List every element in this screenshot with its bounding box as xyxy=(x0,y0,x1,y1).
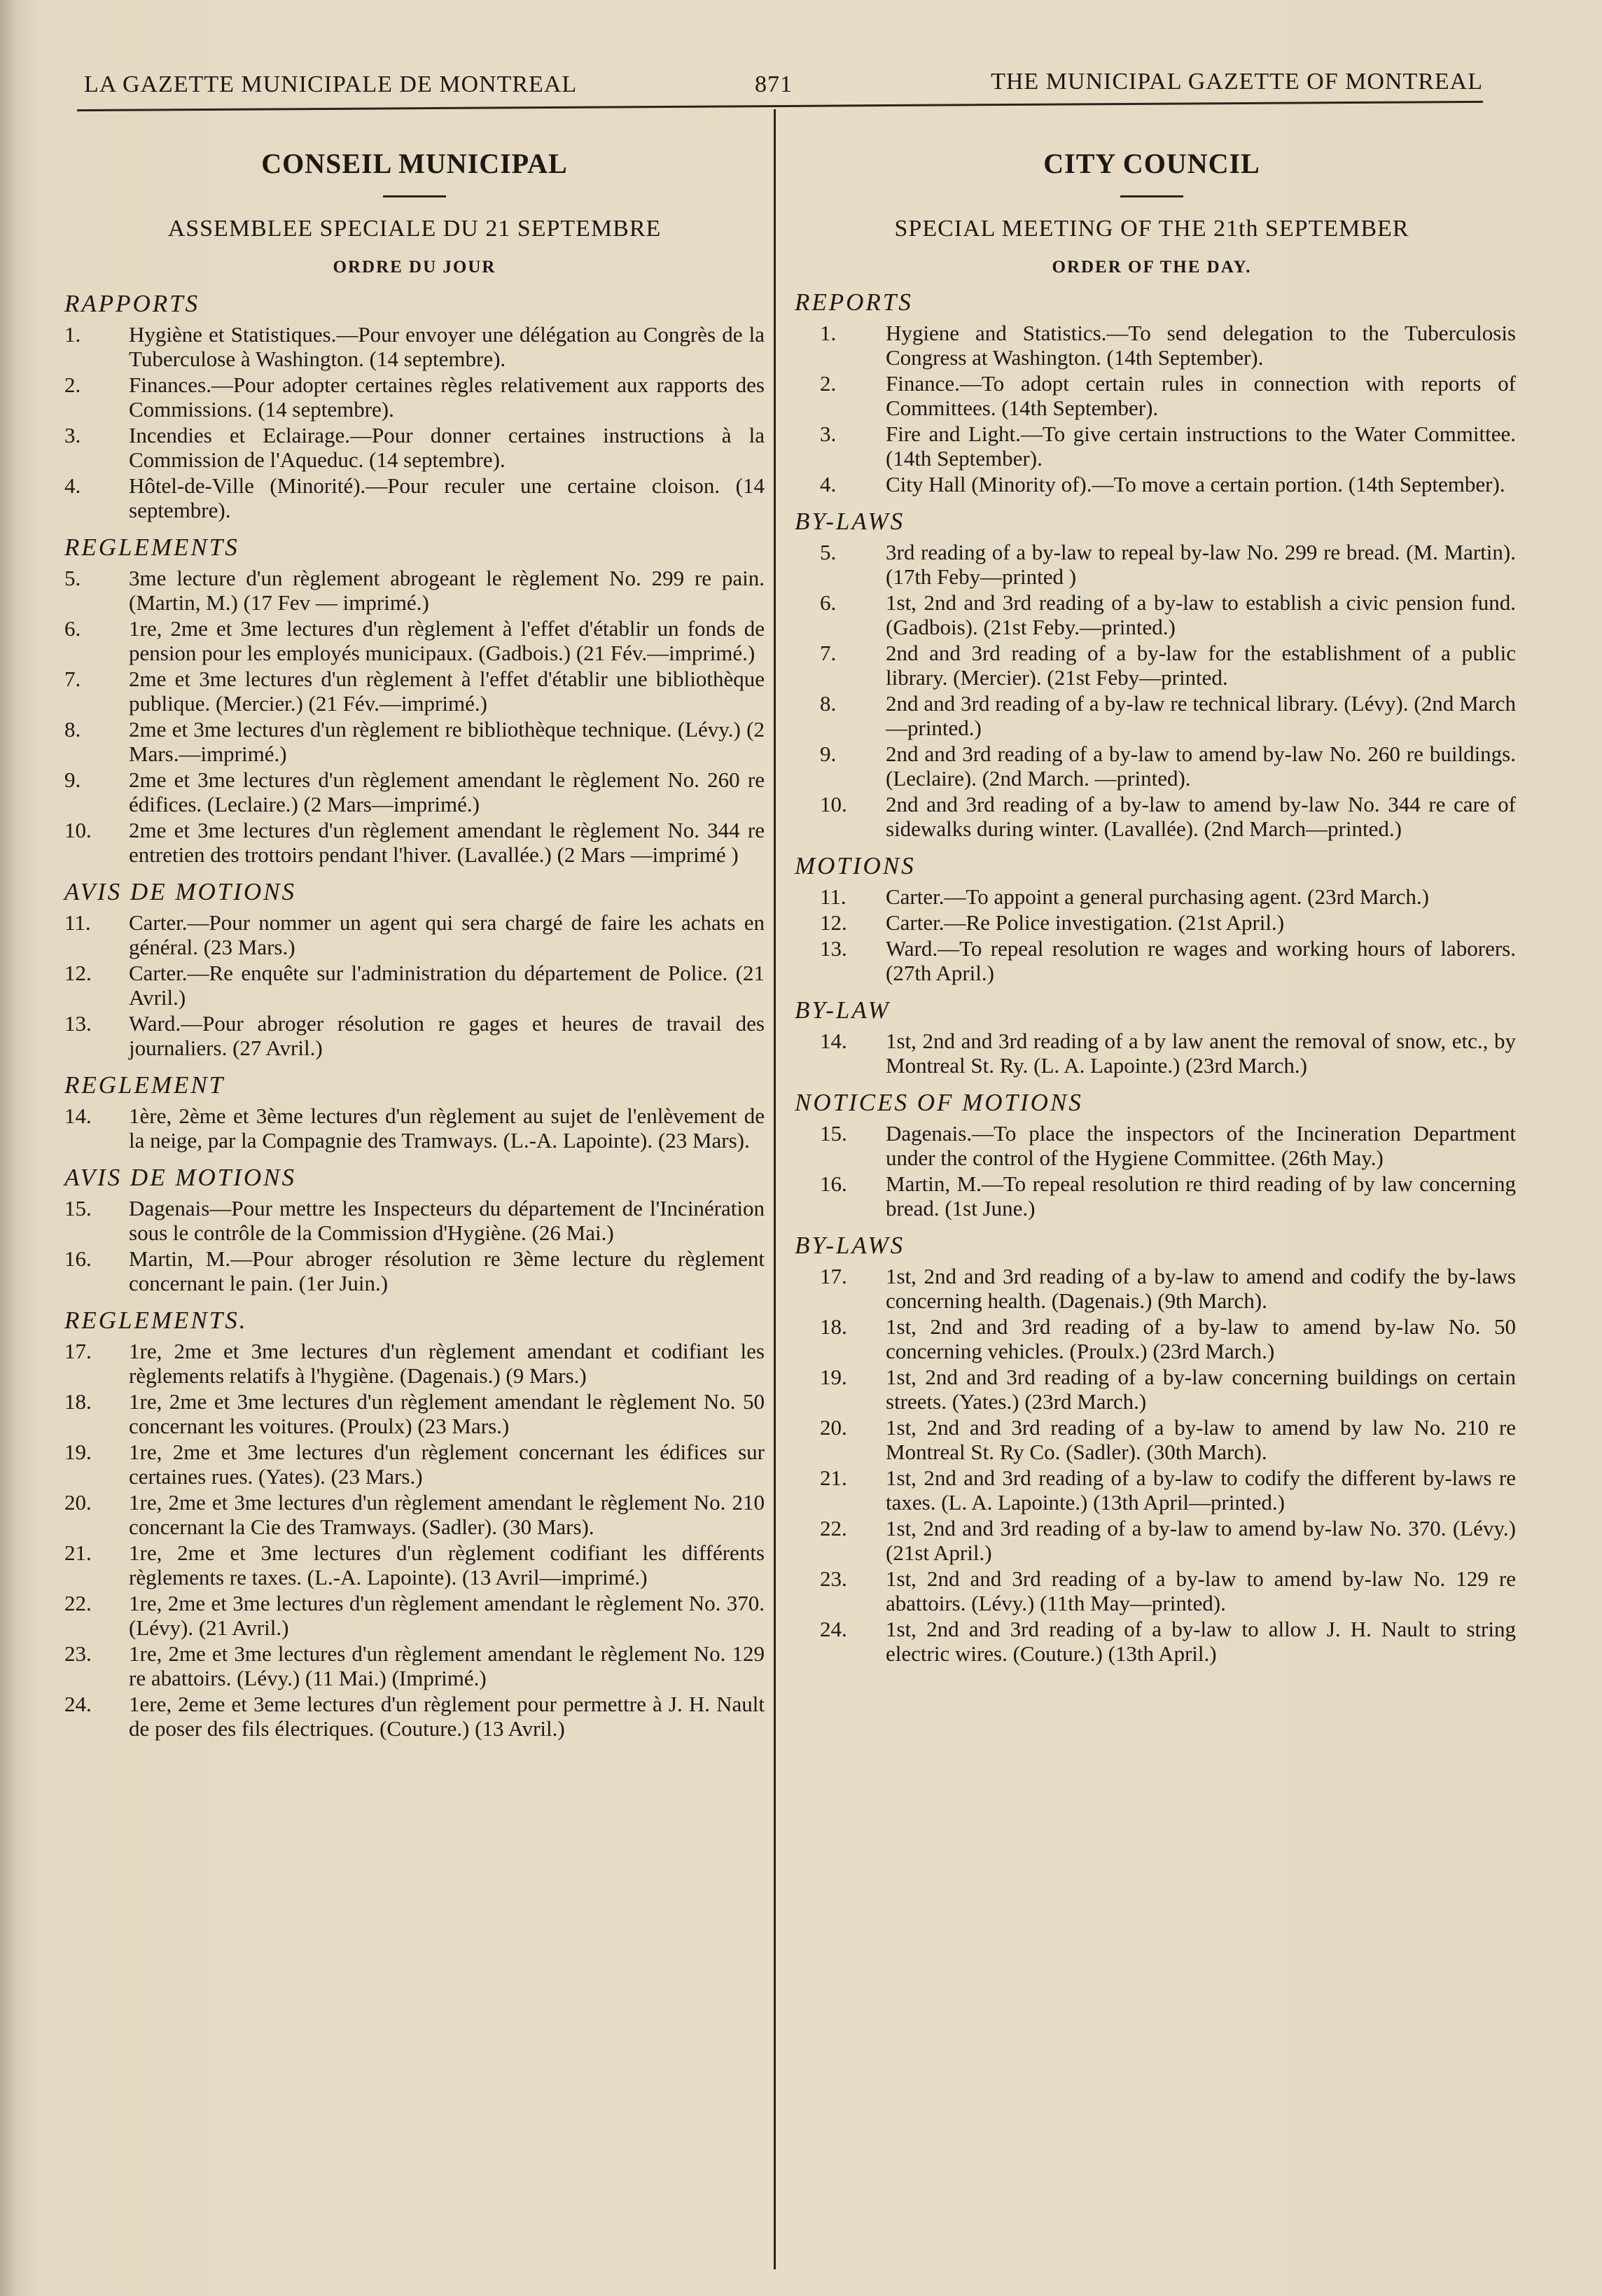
item-number: 10. xyxy=(820,792,847,816)
item-number: 19. xyxy=(820,1365,847,1389)
agenda-item xyxy=(64,373,765,422)
item-number: 15. xyxy=(820,1121,847,1146)
item-number: 7. xyxy=(820,641,837,665)
agenda-item xyxy=(788,1617,1516,1666)
english-title: CITY COUNCIL xyxy=(1043,148,1260,179)
item-text: 2me et 3me lectures d'un règlement amendant le règlement No. 344 re entretien des trottoirs pendant l'hiver. (Lavallée.) (2 Mars —imprimé ) xyxy=(129,818,765,867)
agenda-item xyxy=(64,767,765,816)
item-text: Fire and Light.—To give certain instructions to the Water Committee. (14th September). xyxy=(886,422,1516,471)
agenda-item xyxy=(788,641,1516,690)
agenda-item xyxy=(788,1171,1516,1220)
section-heading: BY-LAW xyxy=(795,996,891,1024)
item-text: 1re, 2me et 3me lectures d'un règlement concernant les édifices sur certaines rues. (Yates). (23 Mars.) xyxy=(129,1440,765,1489)
item-text: 1ère, 2ème et 3ème lectures d'un règlement au sujet de l'enlèvement de la neige, par la Compagnie des Tramways. (L.-A. Lapointe). (23 Mars). xyxy=(129,1104,765,1153)
item-number: 17. xyxy=(820,1264,847,1288)
item-text: 3rd reading of a by-law to repeal by-law No. 299 re bread. (M. Martin). (17th Feby—printed ) xyxy=(886,540,1516,589)
agenda-item xyxy=(64,1011,765,1060)
section-heading: REGLEMENT xyxy=(64,1071,225,1099)
item-text: Hygiène et Statistiques.—Pour envoyer une délégation au Congrès de la Tuberculose à Washington. (14 septembre). xyxy=(129,322,765,371)
item-number: 17. xyxy=(64,1339,92,1363)
agenda-item xyxy=(788,936,1516,985)
section-heading: REGLEMENTS. xyxy=(64,1307,248,1334)
item-text: 3me lecture d'un règlement abrogeant le règlement No. 299 re pain. (Martin, M.) (17 Fev — imprimé.) xyxy=(129,566,765,615)
english-subtitle: SPECIAL MEETING OF THE 21th SEPTEMBER xyxy=(894,216,1409,242)
item-text: 1st, 2nd and 3rd reading of a by-law concerning buildings on certain streets. (Yates.) (23rd March.) xyxy=(886,1365,1516,1414)
french-order-label: ORDRE DU JOUR xyxy=(333,258,496,277)
section-heading: REPORTS xyxy=(795,288,913,316)
item-text: 1st, 2nd and 3rd reading of a by-law to amend and codify the by-laws concerning health. (Dagenais.) (9th March). xyxy=(886,1264,1516,1313)
french-subtitle: ASSEMBLEE SPECIALE DU 21 SEPTEMBRE xyxy=(167,216,662,242)
item-number: 7. xyxy=(64,667,81,691)
section-heading: BY-LAWS xyxy=(795,508,905,535)
item-text: 1ere, 2eme et 3eme lectures d'un règlement pour permettre à J. H. Nault de poser des fils électriques. (Couture.) (13 Avril.) xyxy=(129,1692,765,1741)
header-left-title: LA GAZETTE MUNICIPALE DE MONTREAL xyxy=(84,71,578,97)
section-heading: AVIS DE MOTIONS xyxy=(64,878,296,905)
agenda-item xyxy=(64,667,765,716)
item-text: 1re, 2me et 3me lectures d'un règlement amendant le règlement No. 50 concernant les voitures. (Proulx) (23 Mars.) xyxy=(129,1389,765,1438)
item-number: 14. xyxy=(64,1104,92,1128)
item-number: 19. xyxy=(64,1440,92,1464)
item-text: 2me et 3me lectures d'un règlement re bibliothèque technique. (Lévy.) (2 Mars.—imprimé.) xyxy=(129,717,765,766)
item-number: 10. xyxy=(64,818,92,842)
section-heading: BY-LAWS xyxy=(795,1232,905,1259)
item-number: 4. xyxy=(820,472,837,496)
item-number: 3. xyxy=(64,423,81,447)
item-text: Finances.—Pour adopter certaines règles relativement aux rapports des Commissions. (14 septembre). xyxy=(129,373,765,422)
item-number: 18. xyxy=(820,1314,847,1339)
item-number: 12. xyxy=(64,961,92,985)
item-text: Ward.—To repeal resolution re wages and working hours of laborers. (27th April.) xyxy=(886,936,1516,985)
item-text: 2nd and 3rd reading of a by-law re technical library. (Lévy). (2nd March—printed.) xyxy=(886,691,1516,740)
item-number: 20. xyxy=(64,1490,92,1515)
agenda-item xyxy=(788,1566,1516,1615)
item-text: Dagenais.—To place the inspectors of the Incineration Department under the control of the Hygiene Committee. (26th May.) xyxy=(886,1121,1516,1170)
item-text: 2nd and 3rd reading of a by-law for the establishment of a public library. (Mercier). (21st Feby—printed. xyxy=(886,641,1516,690)
agenda-item xyxy=(64,423,765,472)
section-heading: NOTICES OF MOTIONS xyxy=(795,1089,1083,1116)
item-number: 8. xyxy=(820,691,837,716)
item-number: 18. xyxy=(64,1389,92,1414)
english-agenda xyxy=(788,288,1516,1666)
agenda-item xyxy=(64,1440,765,1489)
french-agenda xyxy=(64,290,765,1741)
agenda-item xyxy=(788,321,1516,370)
item-number: 16. xyxy=(64,1246,92,1271)
french-title: CONSEIL MUNICIPAL xyxy=(261,148,568,179)
item-text: 2me et 3me lectures d'un règlement amendant le règlement No. 260 re édifices. (Leclaire.) (2 Mars—imprimé.) xyxy=(129,767,765,816)
agenda-item xyxy=(788,1314,1516,1363)
item-text: 1st, 2nd and 3rd reading of a by-law to codify the different by-laws re taxes. (L. A. Lapointe.) (13th April—printed.) xyxy=(886,1466,1516,1515)
agenda-item xyxy=(788,590,1516,639)
column-divider xyxy=(774,109,776,2269)
item-number: 14. xyxy=(820,1029,847,1053)
item-text: 1re, 2me et 3me lectures d'un règlement amendant le règlement No. 210 concernant la Cie des Tramways. (Sadler). (30 Mars). xyxy=(129,1490,765,1539)
item-text: Hygiene and Statistics.—To send delegation to the Tuberculosis Congress at Washington. (14th September). xyxy=(886,321,1516,370)
item-text: 1st, 2nd and 3rd reading of a by-law to amend by-law No. 50 concerning vehicles. (Proulx.) (23rd March.) xyxy=(886,1314,1516,1363)
agenda-item xyxy=(788,1466,1516,1515)
agenda-item xyxy=(788,472,1516,496)
english-column xyxy=(788,140,1516,1667)
item-text: 1re, 2me et 3me lectures d'un règlement à l'effet d'établir un fonds de pension pour les employés municipaux. (Gadbois.) (21 Fév.—imprimé.) xyxy=(129,616,765,665)
agenda-item xyxy=(64,1641,765,1690)
item-text: 2me et 3me lectures d'un règlement à l'effet d'établir une bibliothèque publique. (Mercier.) (21 Fév.—imprimé.) xyxy=(129,667,765,716)
item-number: 23. xyxy=(64,1641,92,1666)
section-heading: AVIS DE MOTIONS xyxy=(64,1164,296,1191)
english-order-label: ORDER OF THE DAY. xyxy=(1052,258,1252,277)
agenda-item xyxy=(64,818,765,867)
agenda-item xyxy=(788,792,1516,841)
item-text: 1re, 2me et 3me lectures d'un règlement amendant le règlement No. 129 re abattoirs. (Lévy.) (11 Mai.) (Imprimé.) xyxy=(129,1641,765,1690)
agenda-item xyxy=(64,961,765,1010)
item-text: Carter.—Pour nommer un agent qui sera chargé de faire les achats en général. (23 Mars.) xyxy=(129,910,765,959)
agenda-item xyxy=(64,1339,765,1388)
item-number: 1. xyxy=(820,321,837,345)
agenda-item xyxy=(788,742,1516,791)
agenda-item xyxy=(64,910,765,959)
item-text: City Hall (Minority of).—To move a certain portion. (14th September). xyxy=(886,472,1505,496)
agenda-item xyxy=(788,910,1516,935)
item-text: Hôtel-de-Ville (Minorité).—Pour reculer une certaine cloison. (14 septembre). xyxy=(129,473,765,522)
agenda-item xyxy=(788,371,1516,420)
agenda-item xyxy=(788,422,1516,471)
item-text: 1re, 2me et 3me lectures d'un règlement amendant et codifiant les règlements relatifs à l'hygiène. (Dagenais.) (9 Mars.) xyxy=(129,1339,765,1388)
item-text: Finance.—To adopt certain rules in connection with reports of Committees. (14th September). xyxy=(886,371,1516,420)
item-number: 21. xyxy=(820,1466,847,1490)
item-text: 1st, 2nd and 3rd reading of a by-law to amend by-law No. 370. (Lévy.) (21st April.) xyxy=(886,1516,1516,1565)
item-number: 20. xyxy=(820,1415,847,1440)
agenda-item xyxy=(64,1490,765,1539)
item-text: Martin, M.—To repeal resolution re third reading of by law concerning bread. (1st June.) xyxy=(886,1171,1516,1220)
item-number: 6. xyxy=(820,590,837,615)
header-right-title: THE MUNICIPAL GAZETTE OF MONTREAL xyxy=(991,69,1483,95)
agenda-item xyxy=(788,1029,1516,1078)
agenda-item xyxy=(64,1591,765,1640)
item-number: 23. xyxy=(820,1566,847,1591)
agenda-item xyxy=(64,1246,765,1295)
item-text: Ward.—Pour abroger résolution re gages et heures de travail des journaliers. (27 Avril.) xyxy=(129,1011,765,1060)
item-text: Dagenais—Pour mettre les Inspecteurs du département de l'Incinération sous le contrôle de la Commission d'Hygiène. (26 Mai.) xyxy=(129,1196,765,1245)
agenda-item xyxy=(64,1692,765,1741)
item-number: 12. xyxy=(820,910,847,935)
item-number: 2. xyxy=(64,373,81,397)
item-text: 1st, 2nd and 3rd reading of a by-law to allow J. H. Nault to string electric wires. (Couture.) (13th April.) xyxy=(886,1617,1516,1666)
agenda-item xyxy=(64,322,765,371)
french-column xyxy=(64,140,765,1742)
section-heading: REGLEMENTS xyxy=(64,534,239,561)
item-number: 2. xyxy=(820,371,837,396)
item-number: 4. xyxy=(64,473,81,498)
item-number: 16. xyxy=(820,1171,847,1196)
agenda-item xyxy=(64,1104,765,1153)
item-text: 1re, 2me et 3me lectures d'un règlement amendant le règlement No. 370. (Lévy). (21 Avril.) xyxy=(129,1591,765,1640)
item-text: 1st, 2nd and 3rd reading of a by-law to amend by law No. 210 re Montreal St. Ry Co. (Sadler). (30th March). xyxy=(886,1415,1516,1464)
agenda-item xyxy=(64,1389,765,1438)
item-number: 6. xyxy=(64,616,81,641)
agenda-item xyxy=(788,1415,1516,1464)
item-number: 11. xyxy=(820,884,847,909)
item-text: 2nd and 3rd reading of a by-law to amend by-law No. 344 re care of sidewalks during winter. (Lavallée). (2nd March—printed.) xyxy=(886,792,1516,841)
agenda-item xyxy=(64,717,765,766)
item-number: 21. xyxy=(64,1540,92,1565)
item-number: 22. xyxy=(820,1516,847,1540)
agenda-item xyxy=(64,1540,765,1589)
agenda-item xyxy=(788,691,1516,740)
item-number: 9. xyxy=(820,742,837,766)
agenda-item xyxy=(64,473,765,522)
item-number: 1. xyxy=(64,322,81,347)
item-number: 5. xyxy=(64,566,81,590)
item-number: 8. xyxy=(64,717,81,742)
item-text: Incendies et Eclairage.—Pour donner certaines instructions à la Commission de l'Aqueduc. (14 septembre). xyxy=(129,423,765,472)
item-number: 22. xyxy=(64,1591,92,1615)
item-text: 1st, 2nd and 3rd reading of a by-law to establish a civic pension fund. (Gadbois). (21st Feby.—printed.) xyxy=(886,590,1516,639)
item-number: 5. xyxy=(820,540,837,564)
item-number: 3. xyxy=(820,422,837,446)
item-number: 9. xyxy=(64,767,81,792)
item-number: 24. xyxy=(64,1692,92,1716)
agenda-item xyxy=(788,1264,1516,1313)
section-heading: RAPPORTS xyxy=(64,290,200,317)
agenda-item xyxy=(64,616,765,665)
item-number: 11. xyxy=(64,910,91,935)
agenda-item xyxy=(64,1196,765,1245)
agenda-item xyxy=(788,1516,1516,1565)
item-number: 15. xyxy=(64,1196,92,1220)
item-text: Carter.—To appoint a general purchasing agent. (23rd March.) xyxy=(886,884,1429,909)
item-number: 13. xyxy=(820,936,847,961)
agenda-item xyxy=(788,540,1516,589)
item-text: Carter.—Re Police investigation. (21st April.) xyxy=(886,910,1285,935)
section-heading: MOTIONS xyxy=(795,852,916,879)
english-title-rule xyxy=(1120,195,1183,197)
agenda-item xyxy=(64,566,765,615)
item-number: 13. xyxy=(64,1011,92,1036)
item-text: Carter.—Re enquête sur l'administration du département de Police. (21 Avril.) xyxy=(129,961,765,1010)
agenda-item xyxy=(788,1365,1516,1414)
french-title-rule xyxy=(383,195,446,197)
item-text: Martin, M.—Pour abroger résolution re 3ème lecture du règlement concernant le pain. (1er Juin.) xyxy=(129,1246,765,1295)
item-text: 1re, 2me et 3me lectures d'un règlement codifiant les différents règlements re taxes. (L.-A. Lapointe). (13 Avril—imprimé.) xyxy=(129,1540,765,1589)
agenda-item xyxy=(788,884,1516,909)
agenda-item xyxy=(788,1121,1516,1170)
item-number: 24. xyxy=(820,1617,847,1641)
page-number: 871 xyxy=(755,71,793,97)
item-text: 2nd and 3rd reading of a by-law to amend by-law No. 260 re buildings. (Leclaire). (2nd March. —printed). xyxy=(886,742,1516,791)
item-text: 1st, 2nd and 3rd reading of a by law anent the removal of snow, etc., by Montreal St. Ry. (L. A. Lapointe.) (23rd March.) xyxy=(886,1029,1516,1078)
item-text: 1st, 2nd and 3rd reading of a by-law to amend by-law No. 129 re abattoirs. (Lévy.) (11th May—printed). xyxy=(886,1566,1516,1615)
